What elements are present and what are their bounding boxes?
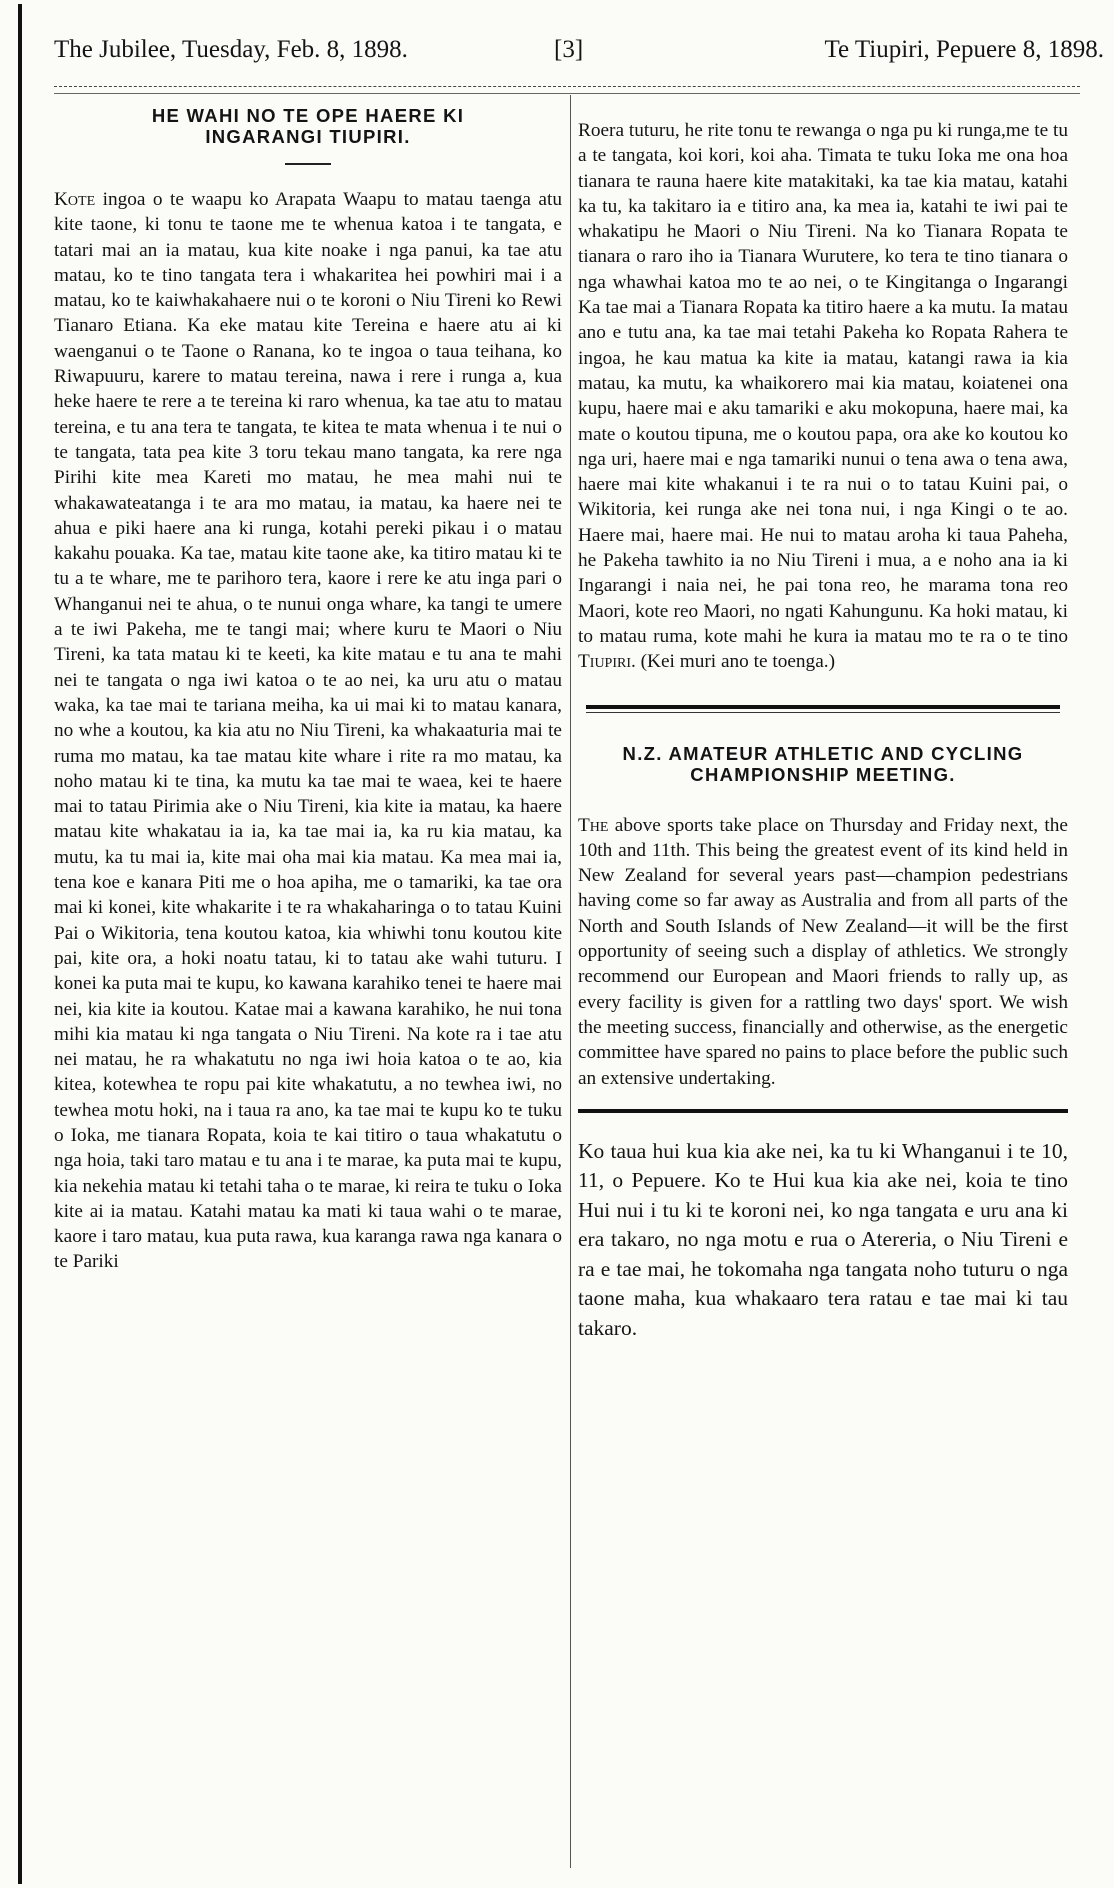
athletic-heading-line-1: N.Z. AMATEUR ATHLETIC AND CYCLING bbox=[622, 742, 1024, 764]
athletic-heading bbox=[578, 743, 1068, 785]
left-column bbox=[54, 105, 562, 1275]
section-rule-thin bbox=[586, 712, 1060, 713]
athletic-dropcap: The bbox=[578, 814, 609, 836]
article-body bbox=[54, 187, 562, 1275]
masthead bbox=[54, 36, 1104, 72]
continuation-smallcaps: Tiupiri bbox=[578, 651, 631, 673]
notice-rule bbox=[578, 1109, 1068, 1113]
notice-text: Ko taua hui kua kia ake nei, ka tu ki Whanganui i te 10, 11, o Pepuere. Ko te Hui kua kia ake nei, koia te tino Hui nui i tu ki te koroni nei, ko nga tangata e uru ana ki era takaro, no nga motu e rua o Atereria, o Niu Tireni e ra e tae mai, he tokomaha nga tangata noho tuturu o nga taone maha, kua whakaaro tera ratau e tae mai ki tau takaro. bbox=[578, 1138, 1068, 1340]
continuation-end: . (Kei muri ano te toenga.) bbox=[631, 651, 835, 673]
section-rule-thick bbox=[586, 705, 1060, 709]
masthead-rule-dashed bbox=[54, 86, 1080, 87]
athletic-body bbox=[578, 813, 1068, 1091]
column-divider bbox=[570, 95, 571, 1868]
notice-body bbox=[578, 1137, 1068, 1344]
athletic-text: above sports take place on Thursday and Friday next, the 10th and 11th. This being the greatest event of its kind held in New Zealand for several years past—champion pedestrians having come so far away as Australia and from all parts of the North and South Islands of New Zealand—it will be the first opportunity of seeing such a display of athletics. We strongly recommend our European and Maori friends to rally up, as every facility is given for a rattling two days' sport. We wish the meeting success, financially and otherwise, as the energetic committee have spared no pains to place before the public such an extensive undertaking. bbox=[578, 814, 1068, 1089]
dropcap-word: Kote bbox=[54, 189, 96, 210]
athletic-heading-line-2: CHAMPIONSHIP MEETING. bbox=[690, 763, 956, 785]
heading-line-1: HE WAHI NO TE OPE HAERE KI bbox=[151, 105, 465, 126]
article-text: ingoa o te waapu ko Arapata Waapu to matau taenga atu kite taone, ki tonu te taone me te whenua katoa i te tangata, e tatari mai an ia matau, kua kite noake i nga panui, ka tae atu matau, ko te tino tangata tera i whakaritea hei powhiri mai i a matau, ko te kaiwhakahaere nui o te koroni o Niu Tireni ko Rewi Tianaro Etiana. Ka eke matau kite Tereina e haere atu ai ki waenganui o te Taone o Ranana, ko te ingoa o taua teihana, ko Riwapuuru, karere to matau tereina, nawa i rere i runga a, kua heke haere te rere a te tereina ki raro whenua, ka tae atu to matau tereina, e tu ana tera te tangata, te kitea te mata whenua i te nui o te tangata, tata pea kite 3 toru tekau mano tangata, ka rere nga Pirihi kite mea Kareti mo matau, he mea mahi nui te whakawateatanga i te ara mo matau, ia matau, ka haere nei te ahua e piki haere ana ki runga, kotahi pereki pikau i o matau kakahu pouaka. Ka tae, matau kite taone ake, ka titiro matau ki te tu a te whare, me te parihoro tera, kaore i rere ke atu inga pari o Whanganui nei te ahua, o te nunui onga whare, ka tangi te umere a te iwi Pakeha, me te tangi mai; where kuru te Maori o Niu Tireni, ka tata matau ki te keeti, ka kite matau e tu ana te mahi nei te tangata o nga iwi katoa o te ao nei, ka uru atu o matau waka, ka tae mai te tariana meiha, ka ui mai ki to matau kanara, no whe a koutou, ka kia atu no Niu Tireni, ka whakaaturia mai te ruma mo matau, ka tae matau kite whare i rite ra mo matau, ka noho matau ki te tina, ka mutu ka tae mai te waea, kei te haere mai to tatau Pirimia ake o Niu Tireni, kia kite ia matau, ka haere matau kite whakatau ia ia, ka tae mai ia, ka ru kia matau, ka mutu, ka tu mai ia, kite mai oha mai kia matau. Ka mea mai ia, tena koe e kanara Piti me o hoa apiha, me o tamariki, ka tae ora mai ki konei, kite whakarite i te ra whakaharinga o to tatau Kuini Pai o Wikitoria, tena koutou katoa, kia whiwhi tonu koutou kite pai, kite ora, a hoki noatu tatau, ki to tatau ake wahi tuturu. I konei ka puta mai te kupu, ko kawana karahiko tenei te haere mai nei, kia kite ia koutou. Katae mai a kawana karahiko, he nui tona mihi kia matau ki nga tangata o Niu Tireni. Na kote ra i tae atu nei matau, he ra whakatutu no nga iwi hoia katoa o te ao, kia kitea, kotewhea te ropu pai kite whakatutu, a no tewhea iwi, no tewhea motu hoki, na i taua ra ano, ka tae mai te kupu ko te tuku o Ioka, me tianara Ropata, koia te kai titiro o taua whakatutu o nga hoia, taki taro matau e tu ana i te marae, ka puta mai te kupu, kia nekehia matau ki tetahi taha o te marae, ki reira te tuku o Ioka kite ai ia matau. Katahi matau ka mati ki taua wahi o te marae, kaore i taro matau, kua puta rawa, kua karanga rawa nga kanara o te Pariki bbox=[54, 189, 562, 1273]
masthead-english-date: The Jubilee, Tuesday, Feb. 8, 1898. bbox=[54, 36, 408, 63]
continuation-text: Roera tuturu, he rite tonu te rewanga o nga pu ki runga,me te tu a te tangata, koi kori, koi aha. Timata te tuku Ioka me ona hoa tianara te rauna haere kite matakitaki, ka tae kia matau, katahi ka tu, ka takitaro ia e titiro ana, ka mea ia, katahi te iwi pai te whakatipu he Maori o Niu Tireni. Na ko Tianara Ropata te tianara o raro iho ia Tianara Wurutere, ko tera te tino tianara o nga whawhai katoa mo te ao nei, o te Kingitanga o Ingarangi Ka tae mai a Tianara Ropata ka titiro haere a ka mutu. Ia matau ano e tutu ana, ka tae mai tetahi Pakeha ko Ropata Rahera te ingoa, he kau matua ka kite ia matau, katangi rawa ia kia matau, ka mutu, ka whaikorero mai kia matau, koiatenei ona kupu, haere mai e aku tamariki e aku mokopuna, haere mai, ka mate o koutou tipuna, me o koutou papa, ora ake ko koutou ko nga uri, haere mai e nga tamariki nunui o tena awa o tena awa, haere mai kite whakanui i te ra nui o to tatau Kuini pai, o Wikitoria, kei runga ake nei tona nui, i nga Kingi o te ao. Haere mai, haere mai. He nui to matau aroha ki taua Paheha, he Pakeha tawhito ia no Niu Tireni i mua, a e noho ana ia ki Ingarangi i naia nei, he pai tona reo, he marama tona reo Maori, kote reo Maori, no ngati Kahungunu. Ka hoki matau, ki to matau ruma, kote mahi he kura ia matau mo te ra o te tino bbox=[578, 120, 1068, 647]
masthead-maori-date: Te Tiupiri, Pepuere 8, 1898. bbox=[824, 36, 1104, 63]
page-number: [3] bbox=[554, 36, 584, 63]
right-column bbox=[578, 118, 1068, 1343]
article-heading bbox=[54, 105, 562, 147]
article-continuation bbox=[578, 118, 1068, 675]
heading-line-2: INGARANGI TIUPIRI. bbox=[205, 126, 411, 147]
page-edge-rule bbox=[18, 4, 22, 1884]
masthead-rule bbox=[54, 93, 1080, 94]
heading-rule bbox=[285, 163, 331, 165]
